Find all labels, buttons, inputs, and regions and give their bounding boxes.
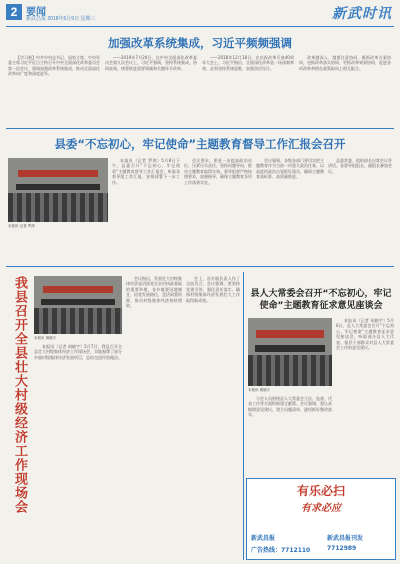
story1-column-1: 【学习观】中共中央总书记、国家主席、中央军委主席习近平近日主持召开中央全面深化改革委员会第一次会议，强调加强改革系统集成，推动全面深化改革向广度和深度进军。: [8, 55, 100, 77]
masthead-divider: [6, 26, 394, 27]
story4-photo: [248, 318, 332, 386]
column-divider: [243, 272, 244, 560]
story1-column-2: ——2019年7月24日，在中央全面深化改革委员会第九次会议上，习近平强调，坚持系统集成、协同高效，统筹推进重要领域和关键环节改革。: [105, 55, 197, 71]
story2-photo-caption: 本报讯 记者 罗鸿: [8, 224, 35, 228]
ad-title: 有乐必扫: [296, 484, 345, 498]
advertisement: [246, 478, 396, 560]
page-number: 2: [6, 4, 22, 20]
story3-photo: [34, 276, 122, 334]
masthead: [0, 0, 400, 26]
story1-headline: 加强改革系统集成，习近平频频强调: [108, 36, 292, 50]
story4-headline: 县人大常委会召开“不忘初心，牢记使命”主题教育征求意见座谈会: [250, 289, 392, 311]
newspaper-logo: 新武时讯: [332, 6, 392, 22]
story3-column-2: 会议指出，发展壮大村级集体经济是巩固党在农村执政基础的重要举措。各乡镇要因地制宜，拓宽发展路径，盘活闲置资源，推动村级集体经济持续增收。: [126, 276, 182, 309]
story2-column-1: 本报讯（记者 罗鸿）5月8日下午，县委召开“不忘初心、牢记使命”主题教育督导工作汇报会，听取各督导组工作汇报，安排部署下一步工作。: [112, 158, 180, 185]
story2-column-4: 县委常委、组织部长出席会议并讲话。各督导组组长、副组长参加会议。: [328, 158, 392, 174]
story2-photo: [8, 158, 108, 222]
ad-line-4: 7712989: [327, 545, 357, 552]
ad-line-1: 新武昌报: [251, 535, 276, 542]
story4-photo-caption: 本报讯 胡晓宇: [248, 388, 271, 392]
story3-column-1: 本报讯（记者 胡晓宇）5月7日，我县召开全县壮大村级集体经济工作现场会，实地观摩了部分乡镇村级集体经济发展项目，总结交流经验做法。: [34, 344, 122, 360]
story1-column-4: 改革越深入，越要注意协同，既抓改革方案协同，也抓改革落实协同，更抓改革效果协同，促进各项改革举措在政策取向上相互配合。: [299, 55, 391, 71]
story3-vertical-headline: 我县召开全县壮大村级经济工作现场会: [12, 276, 27, 514]
story3-photo-caption: 本报讯 胡晓宇: [34, 336, 57, 340]
section-divider: [6, 128, 394, 129]
story4-column-1: 本报讯（记者 胡晓宇）5月6日，县人大常委会召开“不忘初心、牢记使命”主题教育征求意见座谈会，听取部分县人大代表、基层干部群众对县人大常委会工作的意见建议。: [336, 318, 394, 351]
story2-column-3: 会议强调，各级各部门要切实把主题教育作为当前一项重大政治任务，以高度的政治自觉抓好落实，确保主题教育高标准、高质量推进。: [256, 158, 324, 180]
story4-column-2: 与会人员围绕县人大常委会立法、监督、代表工作等方面积极建言献策。会议强调，要认真梳理意见建议，建立问题清单，逐项抓好整改落实。: [248, 396, 332, 418]
story3-column-3: 会上，各乡镇负责人作了交流发言。会议强调，要坚持党建引领，强化责任落实，确保村级集体经济发展壮大工作取得新成效。: [186, 276, 240, 303]
dateline: 新武昌报 2018年5月9日 星期三: [26, 16, 96, 22]
ad-line-2: 广告热线：7712110: [251, 547, 311, 554]
story2-column-2: 会议要求，要进一步提高政治站位，压紧压实责任，坚持问题导向，推动主题教育取得实效。督导组要严格按照要求，加强指导，确保主题教育各项工作落到实处。: [184, 158, 252, 185]
story1-column-3: ——2018年12月18日，在庆祝改革开放40周年大会上，习近平指出，全面深化改革是一场深刻革命，必须坚持系统思维，加强顶层设计。: [202, 55, 294, 71]
section-divider: [6, 266, 394, 267]
ad-subtitle: 有求必应: [301, 503, 341, 514]
story2-headline: 县委“不忘初心，牢记使命”主题教育督导工作汇报会召开: [54, 137, 346, 151]
ad-line-3: 新武昌报刊发: [327, 535, 364, 542]
section-title: 要闻: [26, 7, 46, 18]
